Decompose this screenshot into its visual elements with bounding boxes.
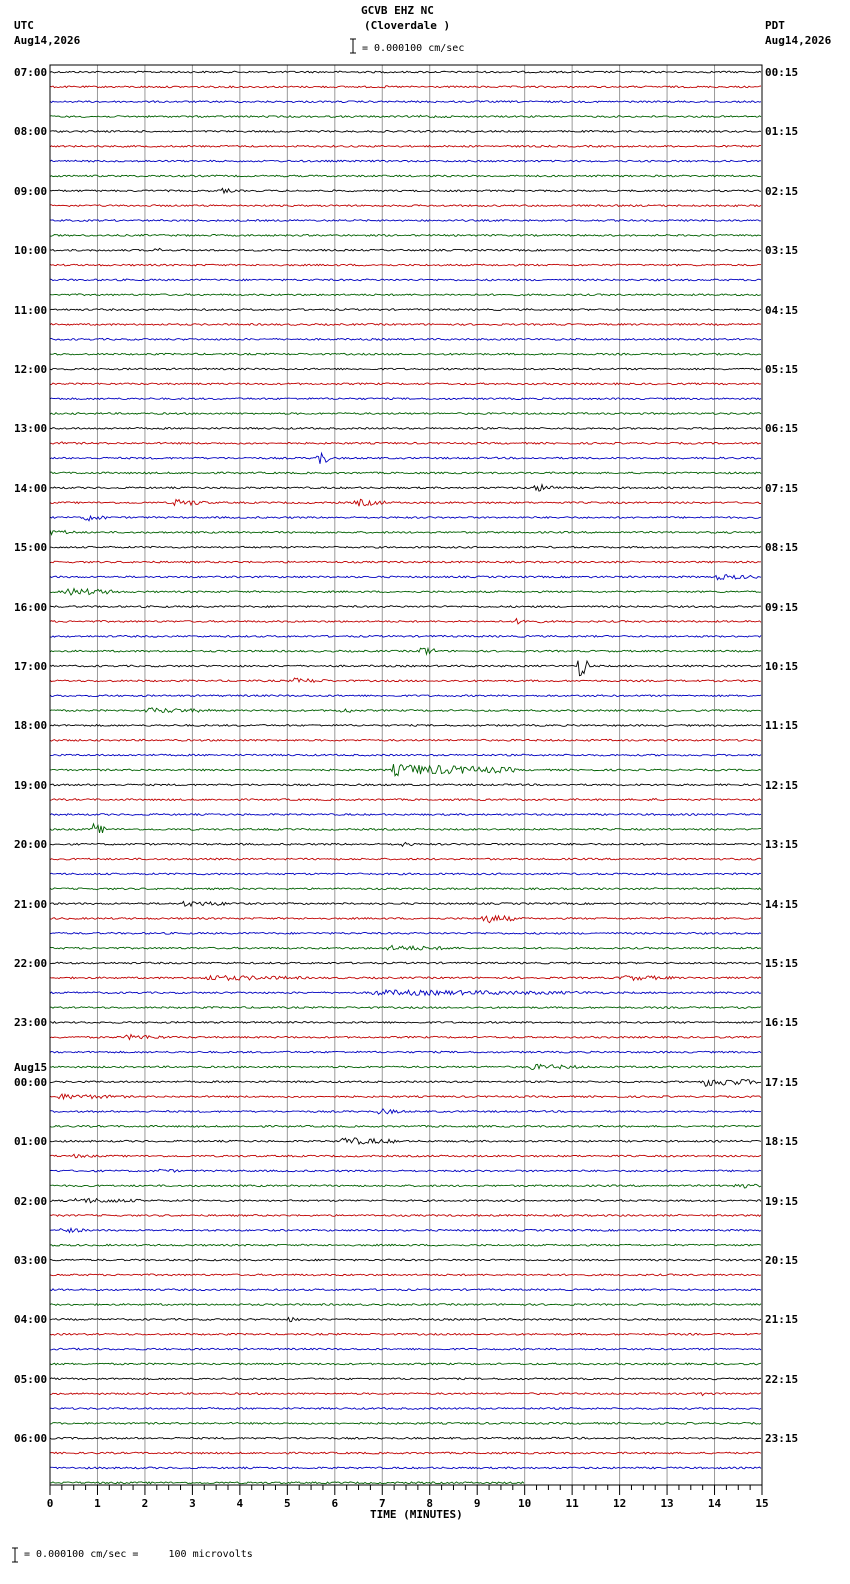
seismic-trace [50, 901, 761, 906]
scale-bar-icon [350, 39, 356, 53]
scale-bar-icon [12, 1548, 18, 1562]
seismic-trace [50, 1289, 761, 1291]
x-tick-label: 13 [660, 1497, 674, 1510]
seismic-trace [50, 248, 761, 251]
seismic-trace [50, 145, 761, 147]
seismic-trace [50, 575, 761, 580]
seismic-trace [50, 1051, 761, 1053]
seismic-trace [50, 814, 761, 816]
utc-hour-label: 18:00 [14, 719, 48, 733]
x-tick-label: 2 [141, 1497, 149, 1510]
seismic-trace [50, 962, 761, 964]
seismic-trace [50, 398, 761, 400]
seismic-trace [50, 1215, 761, 1217]
pdt-hour-label: 20:15 [765, 1254, 799, 1267]
seismic-trace [50, 131, 761, 133]
seismic-trace [50, 661, 761, 676]
utc-hour-label: 15:00 [14, 541, 48, 555]
seismic-trace [50, 1244, 761, 1246]
seismic-trace [50, 324, 761, 326]
x-tick-label: 11 [565, 1497, 579, 1510]
seismic-trace [50, 101, 761, 103]
seismic-trace [50, 115, 761, 118]
seismic-trace [50, 858, 761, 860]
seismic-trace [50, 990, 761, 995]
utc-hour-label: 20:00 [14, 838, 48, 852]
utc-hour-label: 11:00 [14, 303, 48, 317]
seismic-trace [50, 678, 761, 682]
seismic-trace [50, 824, 761, 833]
seismic-trace [50, 1007, 761, 1009]
utc-hour-label: 19:00 [14, 778, 48, 792]
pdt-hour-label: 06:15 [765, 422, 799, 436]
x-tick-label: 0 [46, 1497, 54, 1510]
pdt-hour-label: 15:15 [765, 957, 799, 970]
x-tick-label: 6 [331, 1497, 339, 1510]
seismic-trace [50, 739, 761, 741]
seismic-trace [50, 1393, 761, 1396]
seismic-trace [50, 798, 761, 800]
x-tick-label: 15 [755, 1497, 769, 1510]
seismic-trace [50, 725, 761, 727]
seismic-trace [50, 472, 761, 474]
utc-hour-label: 00:00 [14, 1075, 48, 1089]
seismic-trace [50, 205, 761, 207]
seismic-trace [50, 353, 761, 355]
seismic-trace [50, 1109, 761, 1114]
utc-hour-label: 10:00 [14, 244, 48, 258]
seismic-trace [50, 338, 761, 340]
pdt-hour-label: 00:15 [765, 66, 799, 79]
pdt-hour-label: 04:15 [765, 303, 799, 317]
seismic-trace [50, 309, 761, 311]
x-tick-label: 10 [518, 1497, 532, 1510]
seismic-trace [50, 86, 761, 88]
seismic-trace [50, 916, 761, 923]
seismic-trace [50, 1022, 761, 1024]
pdt-hour-label: 16:15 [765, 1016, 799, 1030]
x-tick-label: 1 [94, 1497, 101, 1510]
seismic-trace [50, 606, 761, 608]
pdt-hour-label: 17:15 [765, 1075, 799, 1089]
seismic-trace [50, 1184, 761, 1188]
seismic-trace [50, 619, 761, 624]
x-tick-label: 5 [284, 1497, 291, 1510]
seismic-trace [50, 1422, 761, 1424]
utc-hour-label: 17:00 [14, 660, 48, 673]
seismic-trace [50, 1378, 761, 1380]
utc-hour-label: 12:00 [14, 363, 48, 376]
seismic-trace [50, 279, 761, 281]
pdt-hour-label: 09:15 [765, 600, 799, 614]
plot-frame [50, 65, 762, 1485]
pdt-hour-label: 18:15 [765, 1135, 799, 1149]
seismic-trace [50, 708, 761, 713]
seismic-trace [50, 413, 761, 415]
right-date: Aug14,2026 [765, 34, 832, 47]
seismic-trace [50, 368, 761, 370]
seismic-trace [50, 888, 761, 890]
seismic-trace [50, 1154, 761, 1157]
x-tick-label: 14 [707, 1497, 722, 1510]
seismic-trace [50, 546, 761, 548]
seismic-trace [50, 784, 761, 786]
seismic-trace [50, 1094, 761, 1099]
pdt-hour-label: 11:15 [765, 719, 799, 733]
footer-scale-text: = 0.000100 cm/sec = 100 microvolts [24, 1549, 253, 1560]
seismic-trace [50, 1408, 761, 1410]
seismic-trace [50, 1437, 761, 1439]
seismic-trace [50, 1259, 761, 1261]
seismic-trace [50, 1228, 761, 1232]
utc-hour-label: 05:00 [14, 1372, 48, 1386]
right-timezone: PDT [765, 19, 785, 32]
pdt-hour-label: 03:15 [765, 244, 799, 258]
seismic-trace [50, 635, 761, 637]
utc-hour-label: 04:00 [14, 1313, 48, 1327]
seismic-trace [50, 1348, 761, 1350]
utc-hour-label: 13:00 [14, 422, 48, 436]
utc-hour-label: 23:00 [14, 1016, 48, 1030]
utc-hour-label: 22:00 [14, 957, 48, 970]
utc-hour-label: 03:00 [14, 1254, 48, 1267]
seismic-trace [50, 234, 761, 236]
seismic-trace [50, 453, 761, 464]
seismic-trace [50, 1318, 761, 1322]
utc-hour-label: 02:00 [14, 1194, 48, 1208]
seismic-trace [50, 945, 761, 950]
x-tick-label: 8 [426, 1497, 434, 1510]
seismic-trace [50, 1198, 761, 1202]
seismic-trace [50, 932, 761, 934]
seismic-trace [50, 1035, 761, 1040]
seismic-trace [50, 220, 761, 222]
header-scale-text: = 0.000100 cm/sec [362, 43, 465, 54]
pdt-hour-label: 14:15 [765, 897, 799, 911]
seismic-trace [50, 561, 761, 563]
seismic-trace [50, 589, 761, 595]
x-tick-label: 3 [189, 1497, 196, 1510]
x-tick-label: 12 [612, 1497, 627, 1510]
utc-hour-label: 09:00 [14, 184, 48, 198]
seismic-trace [50, 1274, 761, 1276]
seismic-trace [50, 485, 761, 492]
seismic-trace [50, 873, 761, 875]
pdt-hour-label: 05:15 [765, 363, 799, 376]
station-location: (Cloverdale ) [364, 19, 451, 32]
utc-hour-label: 07:00 [14, 66, 48, 79]
left-date: Aug14,2026 [14, 34, 81, 47]
utc-hour-label: 08:00 [14, 125, 48, 139]
x-tick-label: 4 [236, 1497, 244, 1510]
seismic-trace [50, 842, 761, 846]
left-timezone: UTC [14, 19, 34, 32]
seismic-trace [50, 1333, 761, 1335]
seismic-trace [50, 648, 761, 654]
seismic-trace [50, 1080, 761, 1087]
date-change-label: Aug15 [14, 1060, 48, 1074]
minute-gridlines [97, 65, 714, 1485]
seismic-trace [50, 294, 761, 296]
seismic-trace [50, 188, 761, 193]
pdt-hour-label: 13:15 [765, 838, 799, 852]
pdt-hour-label: 10:15 [765, 660, 799, 673]
pdt-hour-label: 19:15 [765, 1194, 799, 1208]
seismic-trace [50, 1467, 761, 1469]
seismic-trace [50, 764, 761, 776]
seismic-trace [50, 976, 761, 981]
pdt-hour-label: 12:15 [765, 778, 799, 792]
pdt-hour-label: 07:15 [765, 481, 799, 495]
pdt-hour-label: 01:15 [765, 125, 799, 139]
utc-hour-label: 06:00 [14, 1432, 48, 1446]
seismic-trace [50, 264, 761, 266]
pdt-hour-label: 02:15 [765, 184, 799, 198]
utc-hour-label: 01:00 [14, 1135, 48, 1149]
seismic-trace [50, 1125, 761, 1127]
x-axis-label: TIME (MINUTES) [370, 1508, 463, 1521]
seismic-trace [50, 695, 761, 697]
pdt-hour-label: 22:15 [765, 1372, 799, 1386]
seismic-trace [50, 160, 761, 162]
seismic-trace [50, 530, 761, 535]
seismic-trace [50, 499, 761, 506]
seismic-trace [50, 1363, 761, 1365]
seismic-traces [50, 71, 761, 1484]
seismic-trace [50, 754, 761, 756]
seismic-trace [50, 442, 761, 444]
x-tick-label: 9 [473, 1497, 481, 1510]
seismic-trace [50, 1138, 761, 1144]
pdt-hour-label: 23:15 [765, 1432, 799, 1446]
x-axis [47, 1485, 769, 1510]
station-title: GCVB EHZ NC [361, 4, 434, 17]
seismic-trace [50, 383, 761, 385]
x-tick-label: 7 [378, 1497, 386, 1510]
utc-hour-label: 21:00 [14, 897, 48, 911]
seismic-trace [50, 1304, 761, 1306]
pdt-hour-label: 08:15 [765, 541, 799, 555]
pdt-hour-label: 21:15 [765, 1313, 799, 1327]
seismic-trace [50, 175, 761, 177]
seismic-trace [50, 71, 761, 73]
seismic-trace [50, 428, 761, 430]
seismic-trace [50, 1452, 761, 1454]
utc-hour-label: 14:00 [14, 481, 48, 495]
seismic-trace [50, 1169, 761, 1172]
seismic-trace [50, 516, 761, 521]
utc-hour-label: 16:00 [14, 600, 48, 614]
seismic-trace [50, 1064, 761, 1069]
